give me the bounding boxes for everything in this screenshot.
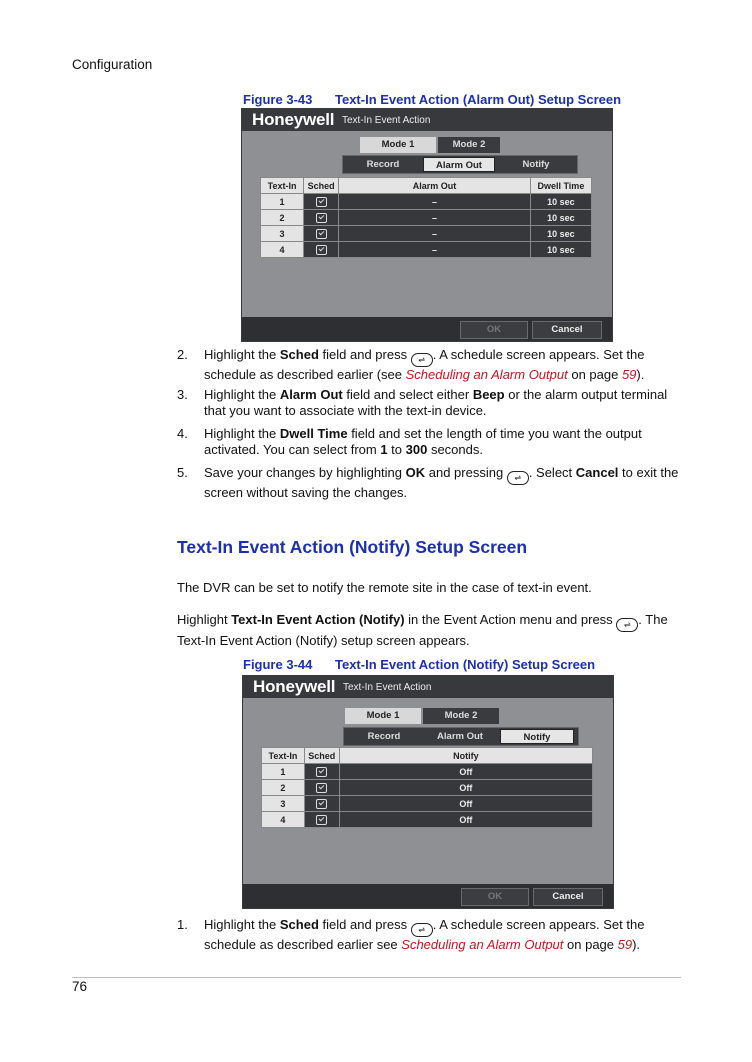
step-bold: Cancel [575,465,619,480]
col-text-in: Text-In [262,748,305,764]
tab-notify[interactable]: Notify [500,729,574,744]
alarm-out-cell[interactable]: – [339,194,531,210]
row-id: 2 [261,210,304,226]
alarm-out-cell[interactable]: – [339,242,531,258]
step-bold: Beep [472,387,505,402]
paragraph-text: Highlight [177,612,232,627]
mode-1-tab[interactable]: Mode 1 [345,708,421,724]
sched-cell[interactable] [304,780,339,796]
footer-rule [72,977,681,978]
enter-button-icon: ⇌ [411,353,433,367]
step-text: ). [632,937,641,952]
step-text: . A schedule screen appears. Set the schedule as described earlier see [204,917,645,952]
section-heading: Text-In Event Action (Notify) Setup Screen [177,537,528,557]
sched-cell[interactable] [304,210,339,226]
step-bold: Sched [279,347,319,362]
row-id: 3 [262,796,305,812]
ok-button[interactable]: OK [461,888,529,906]
honeywell-logo: Honeywell [253,677,336,696]
table-row [261,226,592,242]
row-id: 1 [261,194,304,210]
step-text: ). [636,367,645,382]
cross-reference-link[interactable]: Scheduling an Alarm Output [405,367,568,382]
col-dwell-time: Dwell Time [530,178,591,194]
col-sched: Sched [304,178,339,194]
table-row [261,210,592,226]
table-row [262,812,593,828]
step-bold: Sched [279,917,319,932]
sched-cell[interactable] [304,194,339,210]
running-header: Configuration [72,57,153,72]
enter-button-icon: ⇌ [616,618,638,632]
mode-1-tab[interactable]: Mode 1 [360,137,436,153]
step-bold: Dwell Time [279,426,348,441]
cross-reference-link[interactable]: Scheduling an Alarm Output [401,937,564,952]
table-row [261,242,592,258]
paragraph-bold: Text-In Event Action (Notify) [231,612,405,627]
step-text: Highlight the [204,426,280,441]
page-reference-link[interactable]: 59 [617,937,633,952]
step-text: field and press [318,917,411,932]
screen-title: Text-In Event Action [343,682,432,693]
col-alarm-out: Alarm Out [339,178,531,194]
schedule-icon [316,767,327,777]
row-id: 4 [261,242,304,258]
row-id: 1 [262,764,305,780]
notify-cell[interactable]: Off [339,764,592,780]
text-in-notify-table [261,747,593,828]
col-notify: Notify [339,748,592,764]
honeywell-logo: Honeywell [252,110,335,129]
row-id: 4 [262,812,305,828]
dvr-screenshot-alarm-out [241,108,613,342]
step-text: to [387,442,406,457]
step-text: Highlight the [204,387,280,402]
step-text: . Select [528,465,576,480]
table-row [262,764,593,780]
alarm-out-cell[interactable]: – [339,226,531,242]
tab-notify[interactable]: Notify [522,159,550,170]
enter-button-icon: ⇌ [507,471,529,485]
table-row [262,796,593,812]
notify-cell[interactable]: Off [339,796,592,812]
step-number: 3. [177,387,188,402]
figure-number: Figure 3-44 [243,657,313,672]
step-number: 5. [177,465,188,480]
step-text: field and set the length of time you want the output activated. You can select from [204,426,642,457]
alarm-out-cell[interactable]: – [339,210,531,226]
step-text: and pressing [425,465,507,480]
step-number: 4. [177,426,188,441]
paragraph-text: in the Event Action menu and press [404,612,617,627]
figure-title: Text-In Event Action (Notify) Setup Screen [335,657,596,672]
screen-footer [243,884,613,908]
page-number: 76 [72,979,88,994]
row-id: 2 [262,780,305,796]
ok-button[interactable]: OK [460,321,528,339]
sched-cell[interactable] [304,764,339,780]
tab-record[interactable]: Record [366,159,400,170]
dvr-screenshot-notify [242,675,614,909]
table-row [262,780,593,796]
page-reference-link[interactable]: 59 [621,367,637,382]
step-number: 2. [177,347,188,362]
screen-title-bar [242,109,612,131]
sched-cell[interactable] [304,242,339,258]
list-item [177,917,687,951]
tab-alarm-out[interactable]: Alarm Out [423,157,495,172]
step-text: or the alarm output terminal that you want to associate with the text-in device. [204,387,668,418]
row-id: 3 [261,226,304,242]
schedule-icon [316,245,327,255]
list-item [177,465,687,499]
step-text: Save your changes by highlighting [204,465,406,480]
event-action-tabs [342,155,578,174]
step-bold: Alarm Out [279,387,343,402]
notify-cell[interactable]: Off [339,780,592,796]
col-text-in: Text-In [261,178,304,194]
step-bold: OK [405,465,426,480]
paragraph [177,611,687,649]
step-text: Highlight the [204,917,280,932]
step-text: to exit the screen without saving the changes. [204,465,679,500]
sched-cell[interactable] [304,796,339,812]
schedule-icon [316,213,327,223]
text-in-alarm-table [260,177,592,258]
mode-2-tab[interactable]: Mode 2 [423,708,499,724]
screen-footer [242,317,612,341]
step-text: field and press [318,347,411,362]
schedule-icon [316,815,327,825]
list-item [177,347,687,381]
event-action-tabs [343,727,579,746]
step-bold: 300 [405,442,428,457]
enter-button-icon: ⇌ [411,923,433,937]
sched-cell[interactable] [304,226,339,242]
notify-cell[interactable]: Off [339,812,592,828]
screen-title: Text-In Event Action [342,115,431,126]
cancel-button[interactable]: Cancel [533,888,603,906]
step-text: on page [567,367,622,382]
step-bold: 1 [380,442,388,457]
table-row [261,194,592,210]
dwell-time-cell[interactable]: 10 sec [530,210,591,226]
tab-record[interactable]: Record [367,731,401,742]
step-text: seconds. [427,442,483,457]
schedule-icon [316,197,327,207]
schedule-icon [316,783,327,793]
dwell-time-cell[interactable]: 10 sec [530,194,591,210]
dwell-time-cell[interactable]: 10 sec [530,242,591,258]
step-text: . A schedule screen appears. Set the schedule as described earlier (see [204,347,645,382]
figure-caption [243,657,595,672]
screen-title-bar [243,676,613,698]
sched-cell[interactable] [304,812,339,828]
step-number: 1. [177,917,188,932]
step-text: field and select either [342,387,473,402]
paragraph: The DVR can be set to notify the remote site in the case of text-in event. [177,580,592,595]
cancel-button[interactable]: Cancel [532,321,602,339]
dwell-time-cell[interactable]: 10 sec [530,226,591,242]
schedule-icon [316,799,327,809]
tab-alarm-out[interactable]: Alarm Out [437,731,483,742]
figure-title: Text-In Event Action (Alarm Out) Setup Screen [335,92,622,107]
step-text: on page [563,937,618,952]
schedule-icon [316,229,327,239]
figure-caption [243,92,621,107]
step-text: Highlight the [204,347,280,362]
paragraph-text: . The Text-In Event Action (Notify) setup screen appears. [177,612,668,648]
mode-2-tab[interactable]: Mode 2 [438,137,500,153]
figure-number: Figure 3-43 [243,92,313,107]
list-item [177,387,687,421]
col-sched: Sched [304,748,339,764]
list-item [177,426,687,460]
